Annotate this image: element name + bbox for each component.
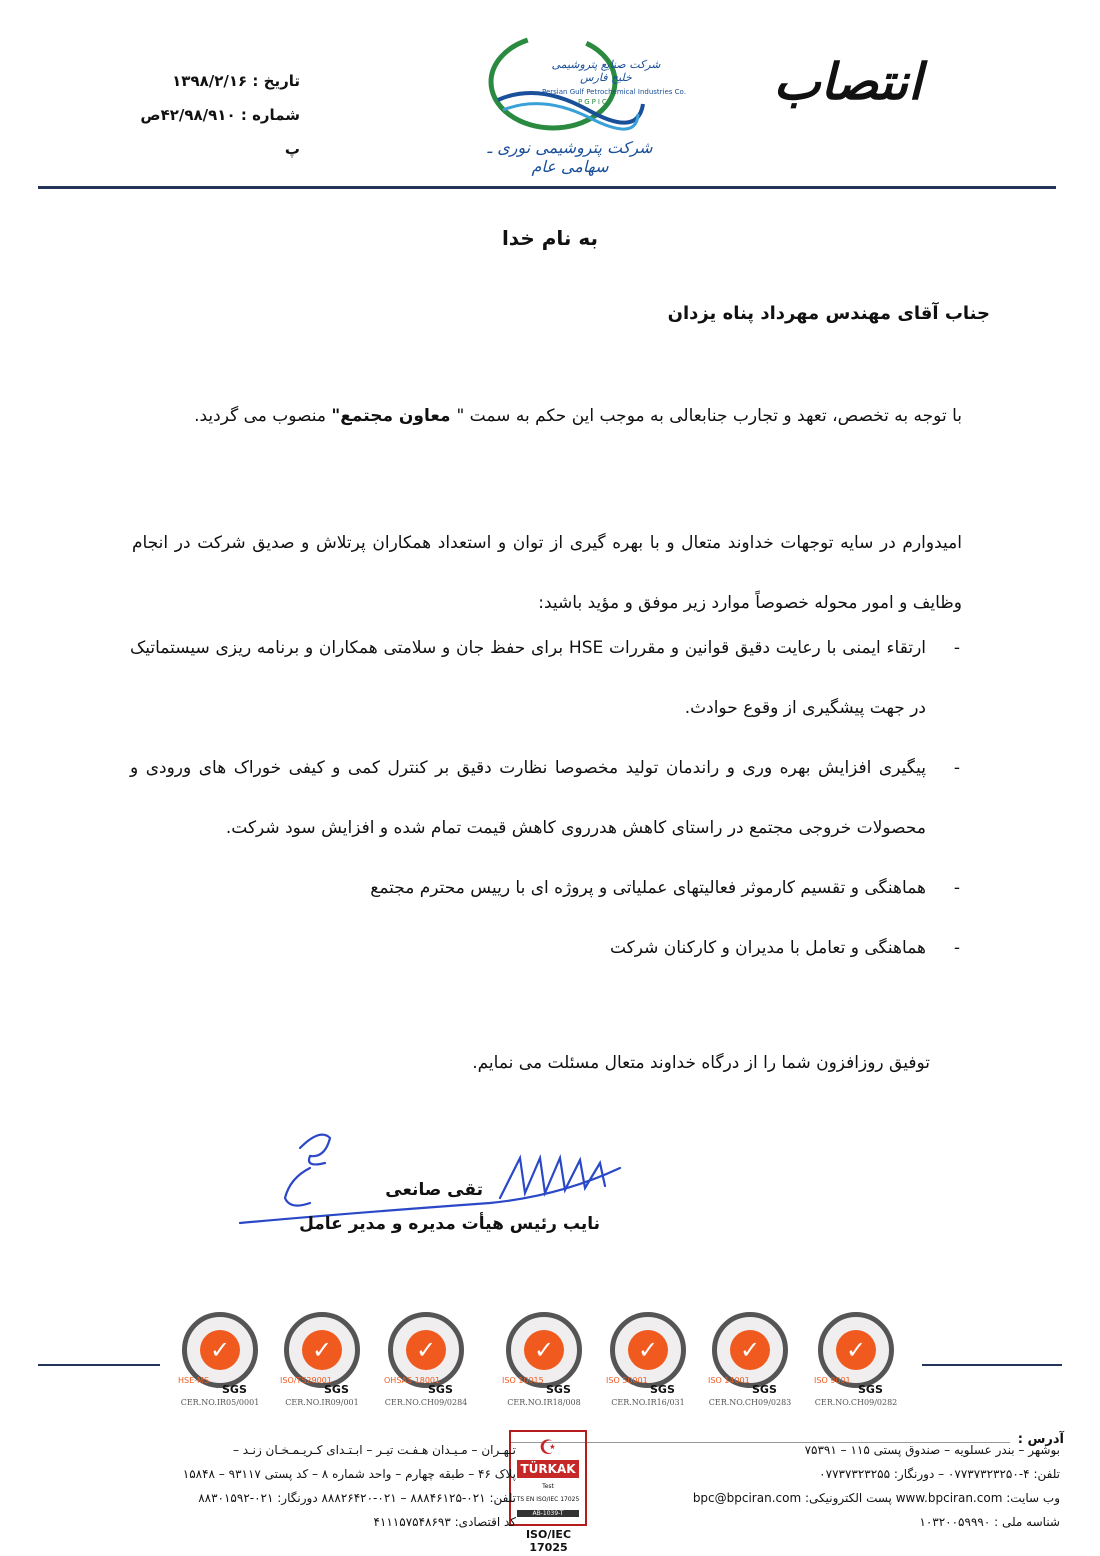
- iso-17025-label: ISO/IEC 17025: [525, 1528, 572, 1554]
- company-logo: [470, 18, 686, 193]
- duty-item: [130, 618, 960, 738]
- appointment-paragraph: [132, 386, 962, 446]
- certificate-seal: [494, 1312, 594, 1412]
- bullet-dash: -: [953, 938, 960, 958]
- duty-text: ارتقاء ایمنی با رعایت دقیق قوانین و مقررات HSE برای حفظ جان و سلامتی همکاران و برنامه ریزی سیستماتیک در جهت پیشگیری از وقوع حوادث.: [130, 638, 926, 718]
- certificate-seal: [170, 1312, 270, 1412]
- cert-number: CER.NO.CH09/0282: [814, 1398, 898, 1407]
- duty-item: [130, 738, 960, 858]
- duty-text: پیگیری افزایش بهره وری و راندمان تولید مخصوصا نظارت دقیق بر کنترل کمی و کیفی خوراک های ورودی و محصولات خروجی مجتمع در راستای کاهش هدرروی کاهش قیمت تمام شده و افزایش سود شرکت.: [130, 758, 926, 838]
- duty-item: [130, 858, 960, 918]
- address-line: پلاک ۴۶ – طبقه چهارم – واحد شماره ۸ – کد پستی ۹۳۱۱۷ – ۱۵۸۴۸: [182, 1467, 516, 1481]
- turkak-line1: Test: [542, 1483, 554, 1490]
- subsidiary-name: شرکت پتروشیمی نوری ـ سهامی عام: [487, 138, 653, 176]
- certificate-seal: [598, 1312, 698, 1412]
- bullet-dash: -: [953, 638, 960, 658]
- cert-brand: SGS: [546, 1383, 571, 1396]
- cert-divider-left: [38, 1364, 160, 1366]
- crescent-star-icon: ☪: [539, 1435, 557, 1459]
- wishes-paragraph: امیدوارم در سایه توجهات خداوند متعال و با بهره گیری از توان و استعداد همکاران پرتلاش و صدیق شرکت در انجام وظایف و امور محوله خصوصاً موارد زیر موفق و مؤید باشید:: [132, 533, 962, 613]
- cert-standard: ISO/TS29001: [280, 1376, 332, 1385]
- phone-line: تلفن: ۴-۰۷۷۳۷۳۲۳۲۵۰ – دورنگار: ۰۷۷۳۷۳۲۳۲۵۵: [819, 1467, 1060, 1481]
- turkak-name: TÜRKAK: [517, 1460, 579, 1478]
- basmala-heading: به نام خدا: [501, 226, 599, 250]
- checkmark-icon: ✓: [628, 1330, 668, 1370]
- duty-item: [130, 918, 960, 978]
- cert-number: CER.NO.IR09/001: [285, 1398, 359, 1407]
- signer-name: تقی صانعی: [385, 1180, 483, 1200]
- duty-text: هماهنگی و تقسیم کارموثر فعالیتهای عملیاتی و پروژه ای با رییس محترم مجتمع: [370, 878, 926, 898]
- turkak-accreditation-badge: [509, 1430, 587, 1526]
- cert-number: CER.NO.IR16/031: [611, 1398, 685, 1407]
- duties-list: [130, 618, 960, 978]
- checkmark-icon: ✓: [524, 1330, 564, 1370]
- cert-number: CER.NO.CH09/0283: [708, 1398, 792, 1407]
- address-label: آدرس :: [1017, 1432, 1064, 1447]
- header-divider: [38, 186, 1056, 189]
- web-line: وب سایت: www.bpciran.com پست الکترونیکی: bpc@bpciran.com: [692, 1491, 1060, 1505]
- cert-standard: ISO 10015: [502, 1376, 544, 1385]
- cert-standard: ISO 50001: [606, 1376, 648, 1385]
- turkak-code: AB-1039-T: [517, 1510, 579, 1517]
- cert-divider-right: [922, 1364, 1062, 1366]
- logo-company-en: Persian Gulf Petrochemical Industries Co.: [542, 88, 686, 96]
- addressee: جناب آقای مهندس مهرداد پناه یزدان: [667, 303, 990, 324]
- bullet-dash: -: [953, 878, 960, 898]
- closing-sentence: توفیق روزافزون شما را از درگاه خداوند متعال مسئلت می نمایم.: [472, 1053, 930, 1073]
- cert-number: CER.NO.IR18/008: [507, 1398, 581, 1407]
- appointed-position: معاون مجتمع": [331, 406, 457, 426]
- tehran-address: [76, 1438, 516, 1534]
- cert-standard: OHSAS 18001: [384, 1376, 441, 1385]
- logo-company-fa: شرکت صنایع پتروشیمی خلیج فارس: [551, 58, 661, 84]
- cert-standard: ISO 9001: [814, 1376, 851, 1385]
- certificate-seal: [806, 1312, 906, 1412]
- cert-number: CER.NO.CH09/0284: [384, 1398, 468, 1407]
- letter-meta: [135, 64, 300, 166]
- certificate-seal: [700, 1312, 800, 1412]
- cert-standard: ISO 14001: [708, 1376, 750, 1385]
- phone-line: تلفن: ۰۲۱-۸۸۸۴۶۱۲۵ – ۰۲۱-۸۸۸۲۶۴۲۰ دورنگار: ۰۲۱-۸۸۳۰۱۵۹۲: [198, 1491, 516, 1505]
- economic-code-line: کد اقتصادی: ۴۱۱۱۵۷۵۴۸۶۹۳: [373, 1515, 516, 1529]
- turkak-line2: TS EN ISO/IEC 17025: [516, 1496, 580, 1503]
- duty-text: هماهنگی و تعامل با مدیران و کارکنان شرکت: [609, 938, 926, 958]
- checkmark-icon: ✓: [406, 1330, 446, 1370]
- cert-brand: SGS: [752, 1383, 777, 1396]
- cert-brand: SGS: [428, 1383, 453, 1396]
- appointment-text: با توجه به تخصص، تعهد و تجارب جنابعالی به موجب این حکم به سمت ": [456, 406, 962, 426]
- certificate-seal: [272, 1312, 372, 1412]
- cert-standard: HSE-MS: [178, 1376, 210, 1385]
- checkmark-icon: ✓: [836, 1330, 876, 1370]
- address-line: بوشهر – بندر عسلویه – صندوق پستی ۱۱۵ – ۷۵۳۹۱: [804, 1443, 1060, 1457]
- cert-brand: SGS: [858, 1383, 883, 1396]
- checkmark-icon: ✓: [730, 1330, 770, 1370]
- letter-type-title: انتصاب: [773, 52, 922, 111]
- certificate-seal: [376, 1312, 476, 1412]
- cert-brand: SGS: [222, 1383, 247, 1396]
- checkmark-icon: ✓: [302, 1330, 342, 1370]
- national-id-line: شناسه ملی : ۱۰۳۲۰۰۵۹۹۹۰: [919, 1515, 1060, 1529]
- logo-abbr: PGPIC: [578, 98, 609, 106]
- signer-title: نایب رئیس هیأت مدیره و مدیر عامل: [299, 1214, 600, 1234]
- cert-brand: SGS: [324, 1383, 349, 1396]
- bullet-dash: -: [953, 758, 960, 778]
- appointment-text-end: منصوب می گردید.: [194, 406, 332, 426]
- cert-number: CER.NO.IR05/0001: [180, 1398, 260, 1407]
- letter-date: تاریخ : ۱۳۹۸/۲/۱۶: [172, 72, 300, 90]
- address-line: تـهـران – مـیـدان هـفـت تیـر – ابـتـدای کـریـمـخـان زنـد –: [232, 1443, 516, 1457]
- letter-number: شماره : ۴۲/۹۸/۹۱۰ص پ: [140, 106, 300, 158]
- cert-brand: SGS: [650, 1383, 675, 1396]
- bushehr-address: [630, 1438, 1060, 1534]
- checkmark-icon: ✓: [200, 1330, 240, 1370]
